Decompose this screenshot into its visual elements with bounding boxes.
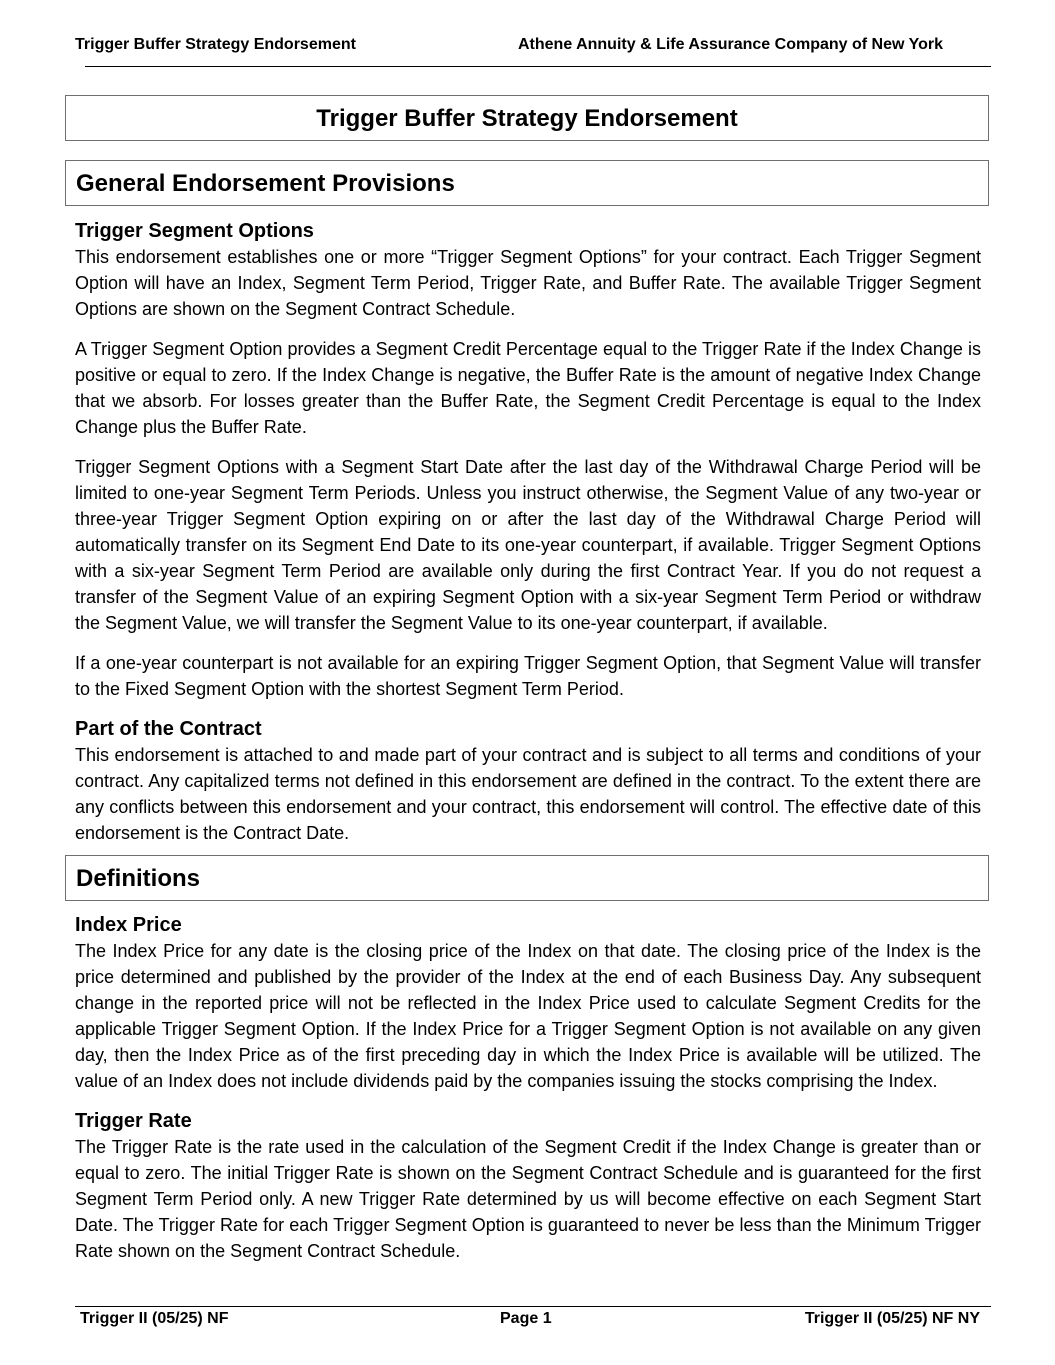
document-title: Trigger Buffer Strategy Endorsement — [65, 95, 989, 141]
section-heading-general: General Endorsement Provisions — [65, 160, 989, 206]
subheading-trigger-segment-options: Trigger Segment Options — [75, 220, 314, 242]
header-divider — [85, 66, 991, 67]
paragraph: A Trigger Segment Option provides a Segment Credit Percentage equal to the Trigger Rate if the Index Change is positive or equal to zero. If the Index Change is negative, the Buffer Rate is the amount of negative Index Change that we absorb. For losses greater than the Buffer Rate, the Segment Credit Percentage is equal to the Index Change plus the Buffer Rate. — [75, 339, 981, 437]
paragraph: The Trigger Rate is the rate used in the calculation of the Segment Credit if the Index Change is greater than or equal to zero. The initial Trigger Rate is shown on the Segment Contract Schedule and is guaranteed for the first Segment Term Period only. A new Trigger Rate determined by us will become effective on each Segment Start Date. The Trigger Rate for each Trigger Segment Option is guaranteed to never be less than the Minimum Trigger Rate shown on the Segment Contract Schedule. — [75, 1137, 981, 1261]
footer-page-number: Page 1 — [500, 1310, 552, 1327]
section-general-body — [75, 218, 981, 846]
paragraph: This endorsement is attached to and made part of your contract and is subject to all terms and conditions of your contract. Any capitalized terms not defined in this endorsement are defined in the contract. To the extent there are any conflicts between this endorsement and your contract, this endorsement will control. The effective date of this endorsement is the Contract Date. — [75, 745, 981, 843]
footer-form-number: Trigger II (05/25) NF — [80, 1310, 229, 1327]
paragraph: If a one-year counterpart is not available for an expiring Trigger Segment Option, that Segment Value will transfer to the Fixed Segment Option with the shortest Segment Term Period. — [75, 653, 981, 699]
footer-divider — [75, 1306, 991, 1307]
subheading-index-price: Index Price — [75, 914, 182, 936]
footer-form-number-ny: Trigger II (05/25) NF NY — [804, 1310, 980, 1327]
subheading-part-of-contract: Part of the Contract — [75, 718, 262, 740]
paragraph: Trigger Segment Options with a Segment Start Date after the last day of the Withdrawal Charge Period will be limited to one-year Segment Term Periods. Unless you instruct otherwise, the Segment Value of any two-year or three-year Trigger Segment Option expiring on or after the last day of the Withdrawal Charge Period will automatically transfer on its Segment End Date to its one-year counterpart, if available. Trigger Segment Options with a six-year Segment Term Period are available only during the first Contract Year. If you do not request a transfer of the Segment Value of an expiring Segment Option with a six-year Segment Term Period or withdraw the Segment Value, we will transfer the Segment Value to its one-year counterpart, if available. — [75, 457, 981, 633]
header-left-title: Trigger Buffer Strategy Endorsement — [75, 36, 356, 53]
paragraph: This endorsement establishes one or more “Trigger Segment Options” for your contract. Each Trigger Segment Option will have an Index, Segment Term Period, Trigger Rate, and Buffer Rate. The available Trigger Segment Options are shown on the Segment Contract Schedule. — [75, 247, 981, 319]
paragraph: The Index Price for any date is the closing price of the Index on that date. The closing price of the Index is the price determined and published by the provider of the Index at the end of each Business Day. Any subsequent change in the reported price will not be reflected in the Index Price used to calculate Segment Credits for the applicable Trigger Segment Option. If the Index Price for a Trigger Segment Option is not available on any given day, then the Index Price as of the first preceding day in which the Index Price is available will be utilized. The value of an Index does not include dividends paid by the companies issuing the stocks comprising the Index. — [75, 941, 981, 1091]
header-company-name: Athene Annuity & Life Assurance Company of New York — [518, 36, 943, 53]
section-heading-definitions: Definitions — [65, 855, 989, 901]
section-definitions-body — [75, 912, 981, 1264]
subheading-trigger-rate: Trigger Rate — [75, 1110, 192, 1132]
